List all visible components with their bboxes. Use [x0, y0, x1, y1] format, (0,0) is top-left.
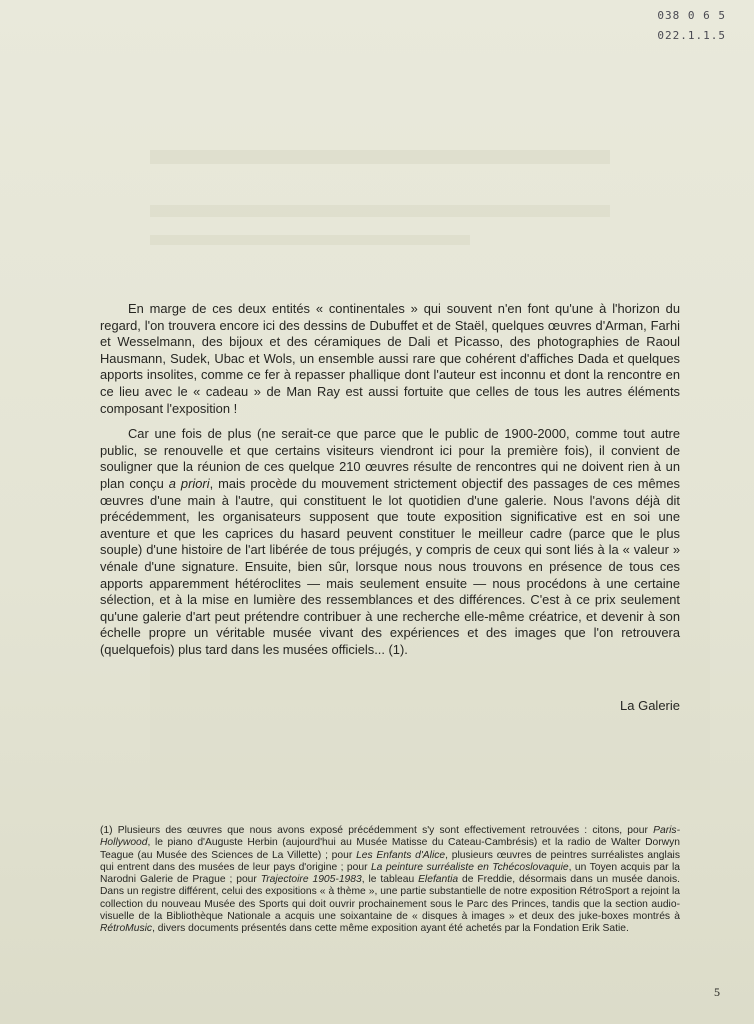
bleed-through-shadow — [150, 205, 610, 217]
emphasis: Les Enfants d'Alice — [356, 849, 446, 861]
paragraph: En marge de ces deux entités « continentales » qui souvent n'en font qu'une à l'horizon du regard, l'on trouvera encore ici des dessins de Dubuffet et de Staël, quelques œuvres d'Arman, Farhi et Wesselmann, des bijoux et des céramiques de Dali et Picasso, des photographies de Raoul Hausmann, Sudek, Ubac et Wols, un ensemble aussi rare que cohérent d'affiches Dada et quelques apports insolites, comme ce fer à repasser phallique dont l'auteur est inconnu et dont la rencontre en ce lieu avec le « cadeau » de Man Ray est aussi fortuite que celles de tous les autres éléments composant l'exposition ! — [100, 301, 680, 416]
text-run: de Freddie, désormais dans un musée danois. Dans un registre différent, celui des expositions « à thème », une partie substantielle de notre exposition RétroSport a rejoint la collection du nouveau Musée des Sports qui doit ouvrir prochainement sous le Parc des Princes, tandis que la section audio-visuelle de la Bibliothèque Nationale a acquis une soixantaine de « disques à images » et deux des juke-boxes montrés à — [100, 874, 680, 923]
text-run: (1) Plusieurs des œuvres que nous avons exposé précédemment s'y sont effectivement retrouvées : citons, pour — [100, 825, 654, 836]
text-run: , le tableau — [361, 874, 419, 886]
page-number: 5 — [714, 985, 720, 999]
footnote — [100, 825, 680, 936]
bleed-through-shadow — [150, 235, 470, 245]
signature: La Galerie — [620, 698, 680, 713]
bleed-through-shadow — [150, 150, 610, 164]
archive-reference — [657, 6, 726, 46]
main-text — [100, 301, 680, 667]
emphasis: Paris-Hollywood — [100, 825, 680, 849]
text-run: , mais procède du mouvement strictement objectif des passages de ces mêmes œuvres d'une main à l'autre, qui constituent le lot quotidien d'une galerie. Nous l'avons déjà dit précédemment, les organisateurs supposent que toute exposition significative est en soi une aventure et que les caprices du hasard peuvent constituer le meilleur cadre (parce que le plus souple) d'une histoire de l'art libérée de tous préjugés, y compris de ceux qui sont liés à la « valeur » vénale d'une signature. Ensuite, bien sûr, lorsque nous nous trouvons en présence de tous ces apports apparemment hétéroclites — mais seulement ensuite — nous procédons à une certaine sélection, et à la mise en lumière des ressemblances et des différences. C'est à ce prix seulement qu'une galerie d'art peut prétendre contribuer à une recherche elle-même créatrice, et devenir à son échelle propre un véritable musée vivant des expériences et des images que l'on retrouvera (quelquefois) plus tard dans les musées officiels... (1). — [100, 475, 680, 657]
text-run: , un Toyen acquis par la Narodni Galerie de Prague ; pour — [100, 861, 680, 886]
paragraph — [100, 426, 680, 658]
emphasis: Elefantia — [418, 874, 459, 886]
emphasis: Trajectoire 1905-1983 — [260, 874, 362, 886]
text-run: , le piano d'Auguste Herbin (aujourd'hui au Musée Matisse du Cateau-Cambrésis) et la radio de Walter Dorwyn Teague (au Musée des Sciences de La Villette) ; pour — [100, 837, 680, 861]
text-run: Car une fois de plus (ne serait-ce que parce que le public de 1900-2000, comme tout autre public, se renouvelle et que certains visiteurs viendront ici pour la première fois), il convient de souligner que la réunion de ces quelque 210 œuvres résulte de rencontres qui ne doivent rien à un plan conçu — [100, 426, 680, 491]
text-run: , divers documents présentés dans cette même exposition ayant été achetés par la Fondation Erik Satie. — [152, 923, 629, 935]
text-run: , plusieurs œuvres de peintres surréalistes anglais qui entrent dans des musées de leur pays d'origine ; pour — [100, 849, 680, 873]
archive-reference-line: 038 0 6 5 — [657, 9, 726, 22]
emphasis: RétroMusic — [100, 923, 153, 935]
emphasis: La peinture surréaliste en Tchécoslovaquie — [370, 861, 569, 873]
emphasis: a priori — [168, 475, 210, 491]
archive-reference-line: 022.1.1.5 — [657, 29, 726, 42]
